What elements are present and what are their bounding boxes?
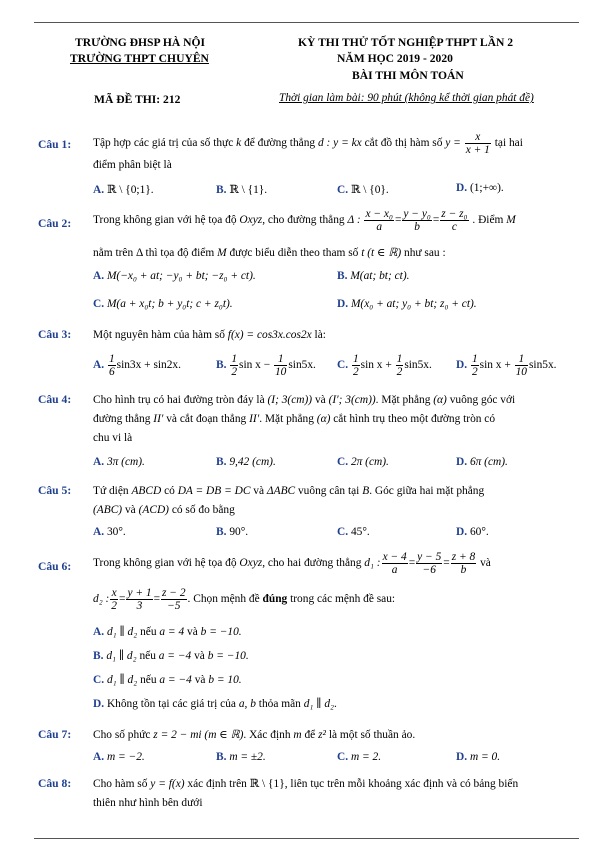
question-8-text: Cho hàm số y = f(x) xác định trên ℝ \ {1}, liên tục trên mỗi khoảng xác định và có bảng biến thiên như hình bên dưới (93, 778, 519, 809)
question-7-text: Cho số phức z = 2 − mi (m ∈ ℝ). Xác định m để z² là một số thuần ảo. (93, 729, 416, 741)
question-2-label: Câu 2: (38, 217, 72, 230)
question-8-label: Câu 8: (38, 777, 72, 790)
q6-option-d: D. Không tồn tại các giá trị của a, b thỏa mãn d₁ ∥ d₂. (93, 698, 337, 710)
question-4-label: Câu 4: (38, 393, 72, 406)
q4-option-b: B. 9,42 (cm). (216, 456, 276, 468)
question-5-text: Tứ diện ABCD có DA = DB = DC và ΔABC vuông cân tại B. Góc giữa hai mặt phẳng (ABC) và (ACD) có số đo bằng (93, 485, 485, 516)
q6-option-b: B. d₁ ∥ d₂ nếu a = −4 và b = −10. (93, 650, 249, 662)
q7-option-d: D. m = 0. (456, 751, 501, 763)
question-6-label: Câu 6: (38, 560, 72, 573)
subject-title: BÀI THI MÔN TOÁN (352, 69, 464, 82)
q5-option-c: C. 45°. (337, 526, 370, 538)
q1-option-c: C. ℝ \ {0}. (337, 184, 389, 196)
q3-option-b: B. $\frac{1}{2}$ sin x − $\frac{1}{10}$ sin5x. (216, 353, 316, 378)
q1-option-a: A. ℝ \ {0;1}. (93, 184, 154, 196)
q7-option-b: B. m = ±2. (216, 751, 266, 763)
school-year: NĂM HỌC 2019 - 2020 (337, 52, 453, 65)
question-2-text-line2: nằm trên Δ thì tọa độ điểm M được biểu diễn theo tham số t (t ∈ ℝ) như sau : (93, 247, 446, 259)
q1-option-d: D. (1;+∞). (456, 182, 504, 194)
q3-option-c: C. $\frac{1}{2}$ sin x + $\frac{1}{2}$ sin5x. (337, 353, 432, 378)
question-1-label: Câu 1: (38, 138, 72, 151)
bottom-rule (34, 838, 579, 839)
q6-option-c: C. d₁ ∥ d₂ nếu a = −4 và b = 10. (93, 674, 242, 686)
q5-option-a: A. 30°. (93, 526, 126, 538)
q4-option-c: C. 2π (cm). (337, 456, 389, 468)
question-1-text: Tập hợp các giá trị của số thực k để đường thẳng d : y = kx cắt đồ thị hàm số y = $\frac{x}{x + 1}$ tại hai điểm phân biệt là (93, 131, 523, 171)
question-3-text: Một nguyên hàm của hàm số f(x) = cos3x.cos2x là: (93, 329, 326, 341)
q2-option-d: D. M(x₀ + at; y₀ + bt; z₀ + ct). (337, 298, 477, 310)
q7-option-c: C. m = 2. (337, 751, 382, 763)
q5-option-d: D. 60°. (456, 526, 489, 538)
top-rule (34, 22, 579, 23)
fraction: $\frac{x}{x + 1}$ (465, 131, 490, 156)
question-3-label: Câu 3: (38, 328, 72, 341)
school-name: TRƯỜNG ĐHSP HÀ NỘI (75, 36, 206, 49)
question-4-text: Cho hình trụ có hai đường tròn đáy là (I; 3(cm)) và (I′; 3(cm)). Mặt phẳng (α) vuông góc với đường thẳng II′ và cắt đoạn thẳng II′. Mặt phẳng (α) cắt hình trụ theo một đường tròn có chu vi là (93, 394, 516, 444)
q5-option-b: B. 90°. (216, 526, 249, 538)
q4-option-a: A. 3π (cm). (93, 456, 145, 468)
school-subname: TRƯỜNG THPT CHUYÊN (70, 52, 209, 65)
q2-option-a: A. M(−x₀ + at; −y₀ + bt; −z₀ + ct). (93, 270, 256, 282)
q3-option-d: D. $\frac{1}{2}$ sin x + $\frac{1}{10}$ sin5x. (456, 353, 557, 378)
question-7-label: Câu 7: (38, 728, 72, 741)
q7-option-a: A. m = −2. (93, 751, 145, 763)
q4-option-d: D. 6π (cm). (456, 456, 508, 468)
question-2-text: Trong không gian với hệ tọa độ Oxyz, cho đường thẳng Δ : $\frac{\text{x − x₀}}{a}$ = $\frac{\text{y − y₀}}{b}$ = $\frac{\text{z − z₀}}{c}$ . Điểm M (93, 208, 516, 233)
q3-option-a: A. $\frac{1}{6}$ sin3x + sin2x. (93, 353, 181, 378)
exam-code: MÃ ĐỀ THI: 212 (94, 93, 181, 106)
question-6-text-line2: d₂ : $\frac{x}{2}$ = $\frac{y + 1}{3}$ = $\frac{z - 2}{-5}$ . Chọn mệnh đề đúng trong các mệnh đề sau: (93, 587, 396, 612)
exam-title: KỲ THI THỬ TỐT NGHIỆP THPT LẦN 2 (298, 36, 514, 49)
question-6-text: Trong không gian với hệ tọa độ Oxyz, cho hai đường thẳng d₁ : $\frac{x - 4}{a}$ = $\frac{y - 5}{-6}$ = $\frac{z + 8}{b}$ và (93, 551, 491, 576)
q2-option-b: B. M(at; bt; ct). (337, 270, 410, 282)
q1-option-b: B. ℝ \ {1}. (216, 184, 268, 196)
time-note: Thời gian làm bài: 90 phút (không kể thời gian phát đề) (279, 92, 534, 104)
q6-option-a: A. d₁ ∥ d₂ nếu a = 4 và b = −10. (93, 626, 242, 638)
question-5-label: Câu 5: (38, 484, 72, 497)
q2-option-c: C. M(a + x₀t; b + y₀t; c + z₀t). (93, 298, 233, 310)
